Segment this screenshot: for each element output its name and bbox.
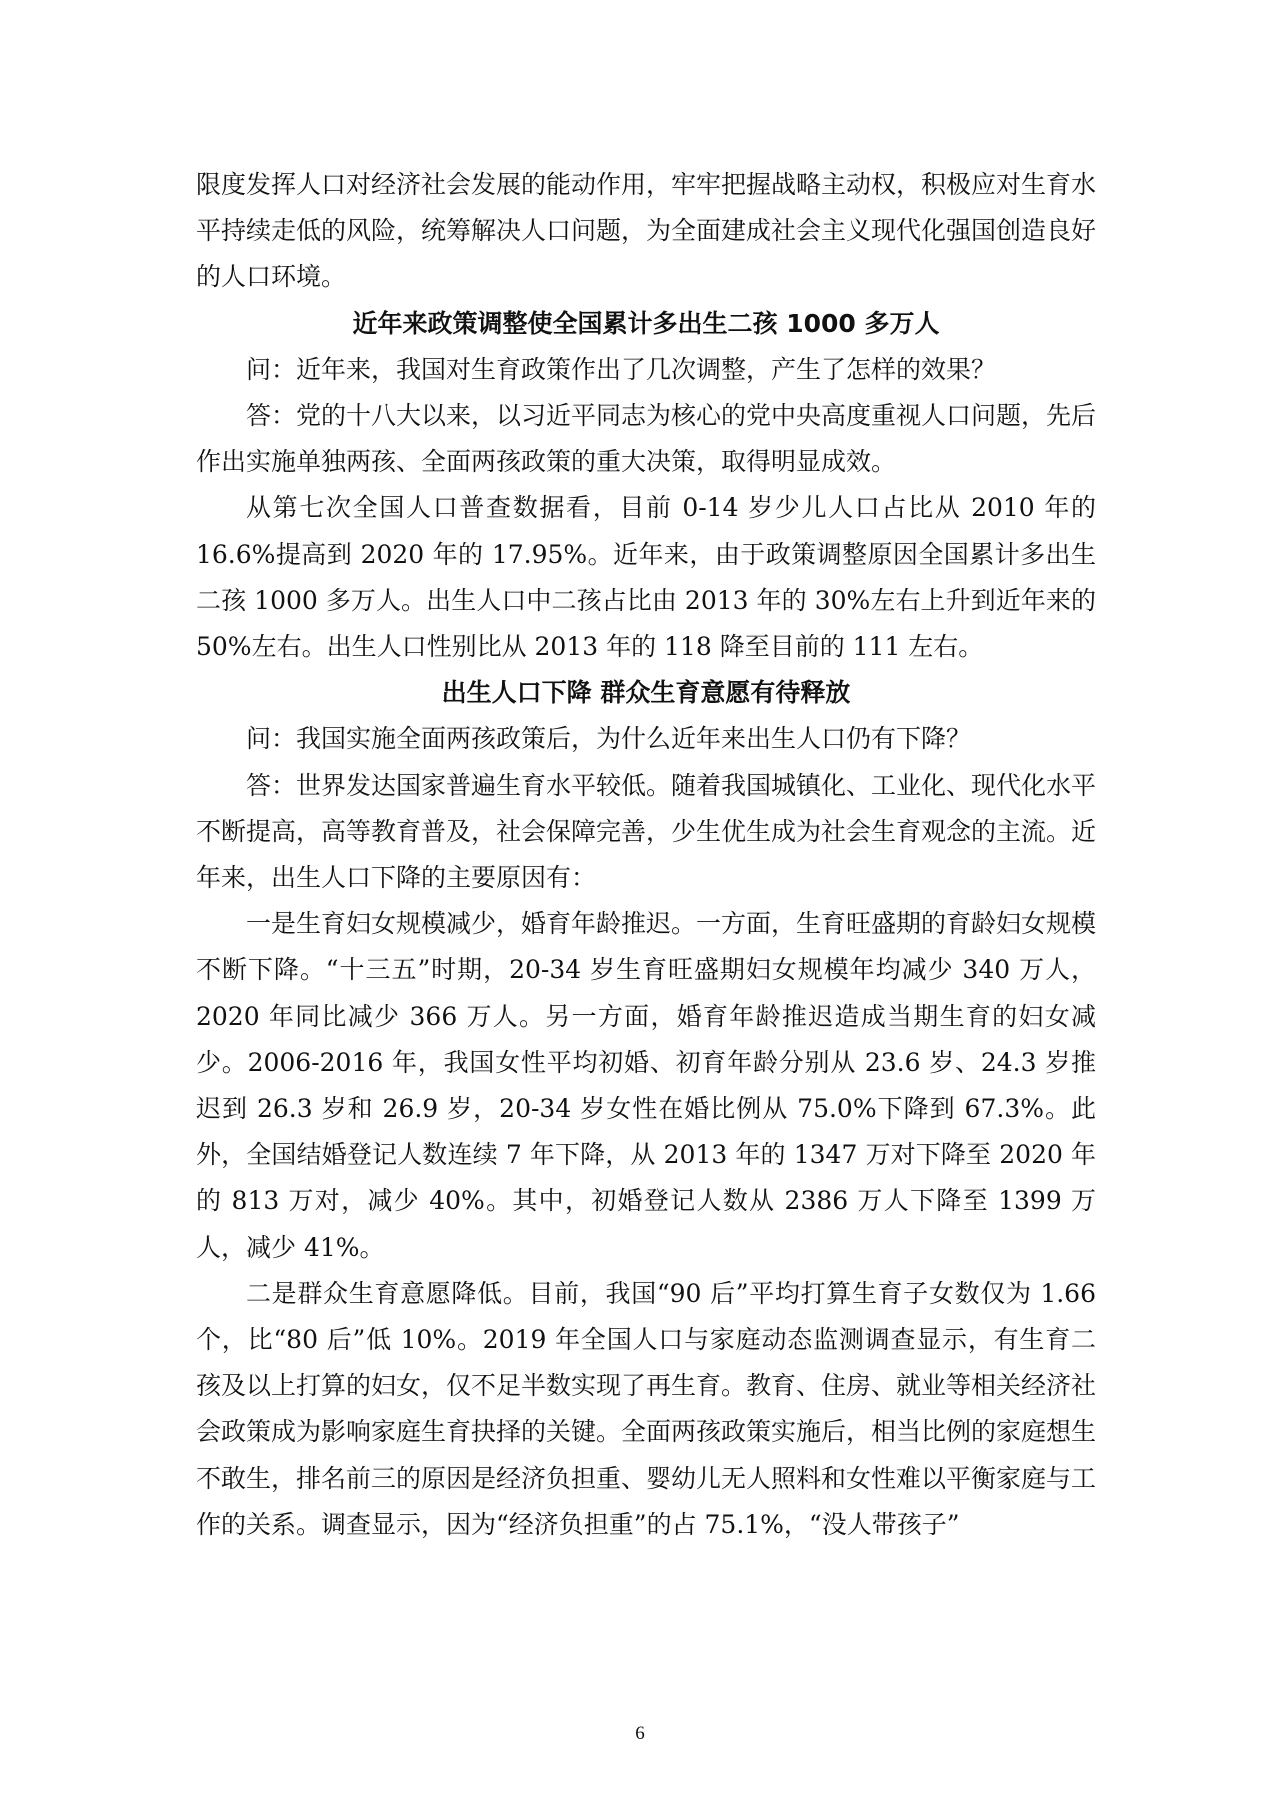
page-number: 6 [635, 1723, 645, 1744]
section-heading-policy-effect: 近年来政策调整使全国累计多出生二孩 1000 多万人 [352, 308, 940, 338]
paragraph-question-1: 问：近年来，我国对生育政策作出了几次调整，产生了怎样的效果？ [246, 354, 997, 384]
paragraph-answer-1: 答：党的十八大以来，以习近平同志为核心的党中央高度重视人口问题，先后作出实施单独两孩、全面两孩政策的重大决策，取得明显成效。 [196, 401, 1097, 477]
paragraph-reason-2: 二是群众生育意愿降低。目前，我国“90 后”平均打算生育子女数仅为 1.66 个，比“80 后”低 10%。2019 年全国人口与家庭动态监测调查显示，有生育二孩及以上打算的妇女，仅不足半数实现了再生育。教育、住房、就业等相关经济社会政策成为影响家庭生育抉择的关键。全面两孩政策实施后，相当比例的家庭想生不敢生，排名前三的原因是经济负担重、婴幼儿无人照料和女性难以平衡家庭与工作的关系。调查显示，因为“经济负担重”的占 75.1%，“没人带孩子” [196, 1278, 1097, 1539]
paragraph-reason-1: 一是生育妇女规模减少，婚育年龄推迟。一方面，生育旺盛期的育龄妇女规模不断下降。“十三五”时期，20-34 岁生育旺盛期妇女规模年均减少 340 万人，2020 年同比减少 366 万人。另一方面，婚育年龄推迟造成当期生育的妇女减少。2006-2016 年，我国女性平均初婚、初育年龄分别从 23.6 岁、24.3 岁推迟到 26.3 岁和 26.9 岁，20-34 岁女性在婚比例从 75.0%下降到 67.3%。此外，全国结婚登记人数连续 7 年下降，从 2013 年的 1347 万对下降至 2020 年的 813 万对，减少 40%。其中，初婚登记人数从 2386 万人下降至 1399 万人，减少 41%。 [196, 909, 1097, 1262]
paragraph-census-data: 从第七次全国人口普查数据看，目前 0-14 岁少儿人口占比从 2010 年的 16.6%提高到 2020 年的 17.95%。近年来，由于政策调整原因全国累计多出生二孩 1000 多万人。出生人口中二孩占比由 2013 年的 30%左右上升到近年来的 50%左右。出生人口性别比从 2013 年的 118 降至目前的 111 左右。 [196, 493, 1096, 662]
paragraph-intro-continued: 限度发挥人口对经济社会发展的能动作用，牢牢把握战略主动权，积极应对生育水平持续走低的风险，统筹解决人口问题，为全面建成社会主义现代化强国创造良好的人口环境。 [196, 170, 1097, 292]
document-body [196, 162, 1096, 1548]
paragraph-question-2: 问：我国实施全面两孩政策后，为什么近年来出生人口仍有下降？ [246, 724, 972, 754]
section-heading-birth-decline: 出生人口下降 群众生育意愿有待释放 [441, 678, 851, 708]
paragraph-answer-2: 答：世界发达国家普遍生育水平较低。随着我国城镇化、工业化、现代化水平不断提高，高等教育普及，社会保障完善，少生优生成为社会生育观念的主流。近年来，出生人口下降的主要原因有： [196, 770, 1097, 893]
